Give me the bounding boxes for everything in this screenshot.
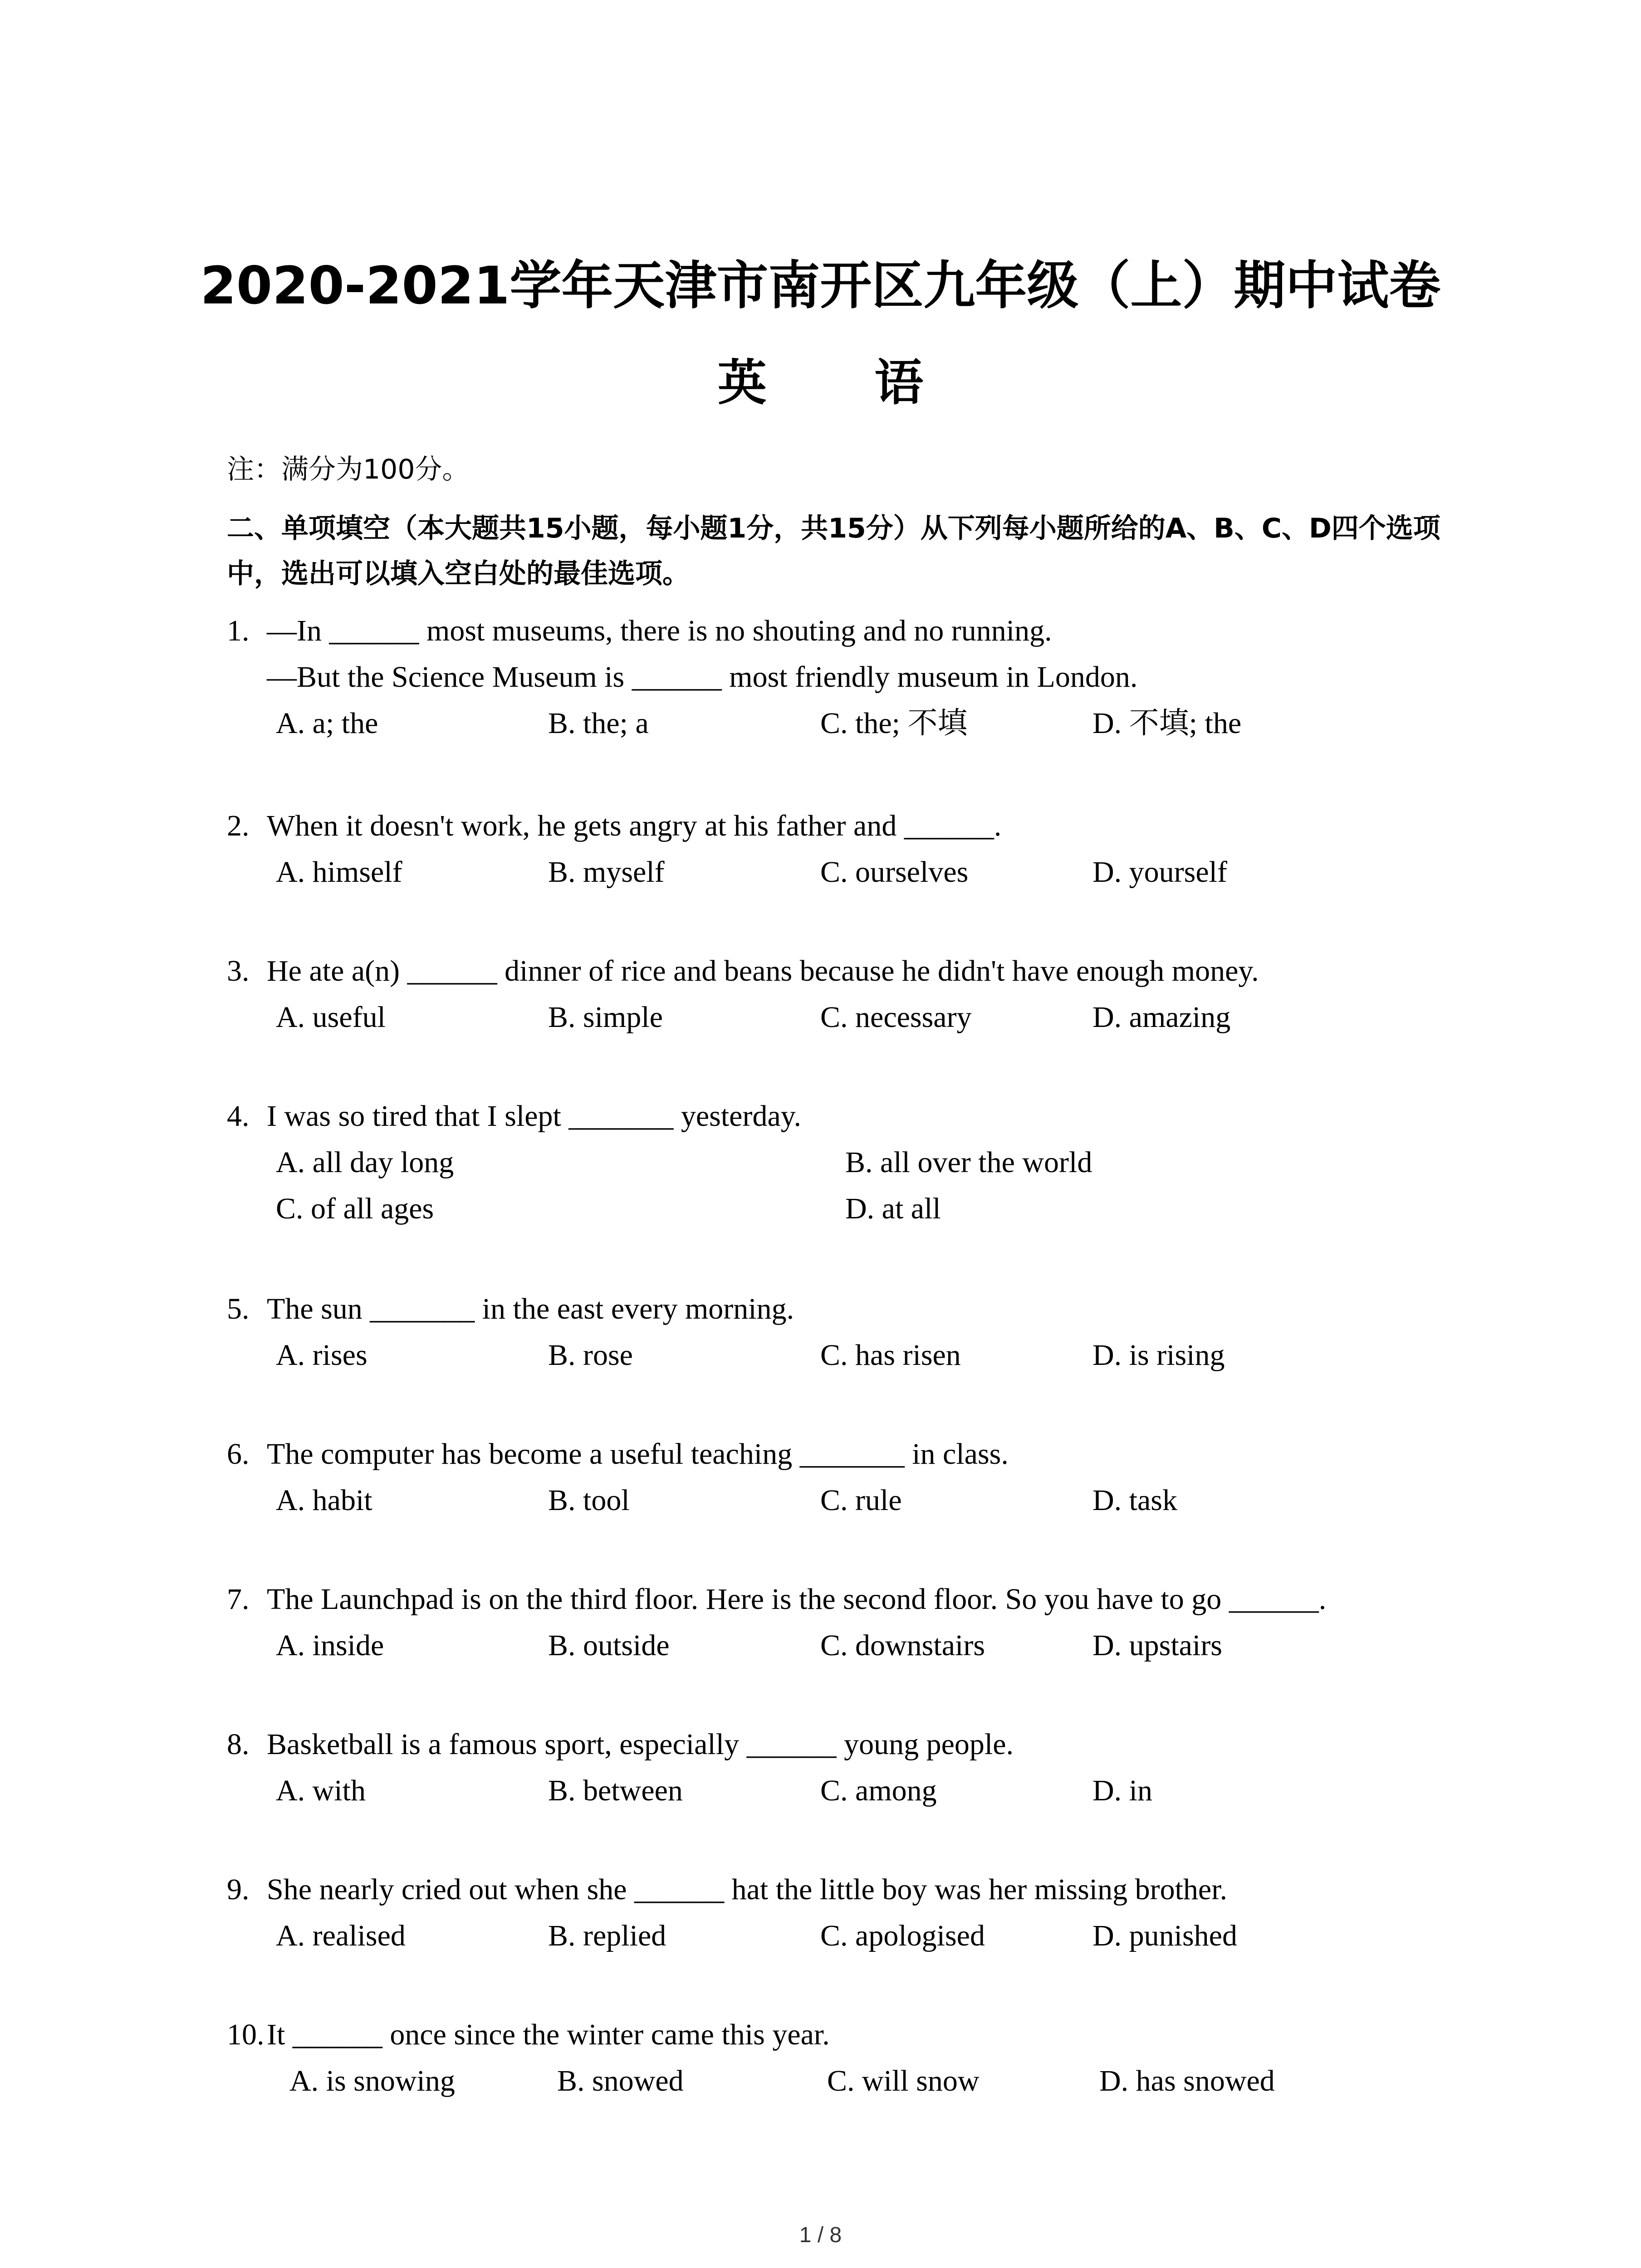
question-number: 1. — [227, 614, 250, 647]
question-number: 3. — [227, 954, 250, 987]
option-b: B. outside — [548, 1629, 670, 1662]
question-9 — [227, 1867, 1237, 1959]
option-b: B. all over the world — [845, 1146, 1092, 1179]
option-d: D. task — [1092, 1484, 1177, 1517]
option-b: B. rose — [548, 1339, 633, 1372]
exam-subject: 英 语 — [717, 355, 969, 411]
option-c: C. ourselves — [820, 855, 969, 889]
question-4 — [227, 1093, 1092, 1232]
question-number: 7. — [227, 1583, 250, 1616]
option-d: D. upstairs — [1092, 1629, 1222, 1662]
question-2 — [227, 803, 1227, 895]
option-c: C. necessary — [820, 1001, 972, 1034]
option-a: A. inside — [276, 1629, 384, 1662]
option-b: B. tool — [548, 1484, 630, 1517]
option-b: B. the; a — [548, 707, 649, 740]
page-number: 1 / 8 — [799, 2223, 842, 2247]
option-b: B. myself — [548, 855, 665, 889]
exam-title: 2020-2021学年天津市南开区九年级（上）期中试卷 — [200, 255, 1441, 316]
question-number: 10. — [227, 2018, 265, 2051]
question-stem: When it doesn't work, he gets angry at his father and ______. — [267, 809, 1002, 842]
question-stem: The sun _______ in the east every morning. — [267, 1292, 794, 1325]
question-stem: It ______ once since the winter came this year. — [267, 2018, 830, 2051]
option-d: D. amazing — [1092, 1001, 1231, 1034]
score-note: 注：满分为100分。 — [227, 454, 470, 485]
option-c: C. among — [820, 1774, 937, 1807]
option-a: A. with — [276, 1774, 366, 1807]
option-c: C. will snow — [827, 2064, 980, 2097]
option-d: D. at all — [845, 1192, 941, 1225]
question-5 — [227, 1286, 1225, 1378]
option-a: A. rises — [276, 1339, 367, 1372]
option-d: D. has snowed — [1099, 2064, 1275, 2097]
question-10 — [227, 2012, 1275, 2104]
option-a: A. useful — [276, 1001, 386, 1034]
question-stem: —In ______ most museums, there is no shouting and no running. — [267, 614, 1052, 647]
option-c: C. the; 不填 — [820, 707, 968, 740]
option-c: C. downstairs — [820, 1629, 985, 1662]
option-c: C. of all ages — [276, 1192, 434, 1225]
question-8 — [227, 1721, 1152, 1814]
option-d: D. yourself — [1092, 855, 1227, 889]
question-3 — [227, 948, 1259, 1041]
option-a: A. habit — [276, 1484, 372, 1517]
question-7 — [227, 1576, 1326, 1669]
question-6 — [227, 1431, 1177, 1524]
question-number: 8. — [227, 1728, 250, 1761]
question-1 — [227, 608, 1242, 747]
option-b: B. snowed — [557, 2064, 684, 2097]
question-number: 5. — [227, 1292, 250, 1325]
option-d: D. is rising — [1092, 1339, 1225, 1372]
question-stem: He ate a(n) ______ dinner of rice and beans because he didn't have enough money. — [267, 954, 1259, 987]
question-number: 4. — [227, 1100, 250, 1133]
option-b: B. simple — [548, 1001, 663, 1034]
question-stem: She nearly cried out when she ______ hat the little boy was her missing brother. — [267, 1873, 1228, 1906]
option-d: D. 不填; the — [1092, 707, 1242, 740]
option-b: B. between — [548, 1774, 683, 1807]
question-number: 6. — [227, 1437, 250, 1471]
option-d: D. punished — [1092, 1919, 1237, 1952]
question-stem: Basketball is a famous sport, especially ______ young people. — [267, 1728, 1014, 1761]
option-b: B. replied — [548, 1919, 666, 1952]
question-stem: I was so tired that I slept _______ yesterday. — [267, 1100, 801, 1133]
option-d: D. in — [1092, 1774, 1152, 1807]
question-stem-line-2: —But the Science Museum is ______ most friendly museum in London. — [267, 660, 1138, 694]
question-stem: The computer has become a useful teaching _______ in class. — [267, 1437, 1009, 1471]
section-heading: 二、单项填空（本大题共15小题，每小题1分，共15分）从下列每小题所给的A、B、C、D四个选项中，选出可以填入空白处的最佳选项。 — [227, 513, 1440, 590]
question-stem: The Launchpad is on the third floor. Here is the second floor. So you have to go ______. — [267, 1583, 1327, 1616]
question-number: 2. — [227, 809, 250, 842]
question-number: 9. — [227, 1873, 250, 1906]
option-a: A. all day long — [276, 1146, 454, 1179]
option-a: A. a; the — [276, 707, 378, 740]
option-c: C. apologised — [820, 1919, 985, 1952]
option-a: A. himself — [276, 855, 402, 889]
option-a: A. realised — [276, 1919, 406, 1952]
option-c: C. has risen — [820, 1339, 961, 1372]
option-a: A. is snowing — [289, 2064, 455, 2097]
option-c: C. rule — [820, 1484, 902, 1517]
